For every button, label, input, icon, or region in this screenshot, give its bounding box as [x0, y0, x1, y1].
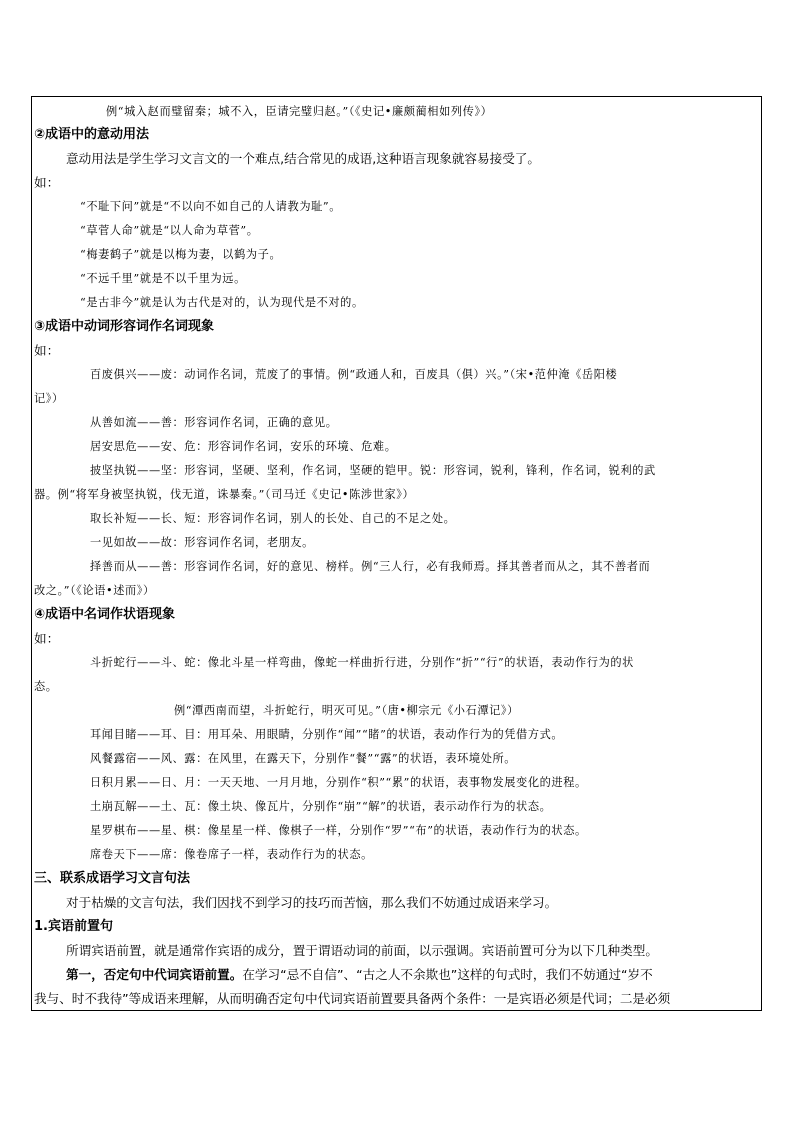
text-line: 所谓宾语前置，就是通常作宾语的成分，置于谓语动词的前面，以示强调。宾语前置可分为以下几种类型。 — [66, 943, 658, 958]
text-line: 如： — [34, 343, 60, 358]
text-line: 土崩瓦解——土、瓦：像土块、像瓦片，分别作“崩”“解”的状语，表示动作行为的状态。 — [90, 800, 552, 813]
text-line: 席卷天下——席：像卷席子一样，表动作行为的状态。 — [90, 848, 373, 861]
content-table-cell — [31, 96, 762, 1011]
section-heading: ③成语中动词形容词作名词现象 — [34, 319, 215, 334]
section-heading: ②成语中的意动用法 — [34, 127, 150, 142]
text-line: “草菅人命”就是“以人命为草菅”。 — [80, 224, 259, 237]
text-line: 取长补短——长、短：形容词作名词，别人的长处、自己的不足之处。 — [90, 512, 456, 525]
text-line: “梅妻鹤子”就是以梅为妻，以鹤为子。 — [80, 248, 282, 261]
text-line: 态。 — [34, 680, 58, 693]
text-run: 在学习“忌不自信”、“古之人不余欺也”这样的句式时，我们不妨通过“岁不 — [242, 967, 653, 982]
text-line: 如： — [34, 175, 60, 190]
text-line: 例“城入赵而璧留秦；城不入，臣请完璧归赵。”（《史记•廉颇蔺相如列传》） — [106, 105, 493, 118]
text-line: 器。例“将军身被坚执锐，伐无道，诛暴秦。”（司马迁《史记•陈涉世家》） — [34, 488, 415, 501]
text-line: 耳闻目睹——耳、目：用耳朵、用眼睛，分别作“闻”“睹”的状语，表动作行为的凭借方式。 — [90, 728, 564, 741]
text-line: “是古非今”就是认为古代是对的，认为现代是不对的。 — [80, 296, 364, 309]
text-line: 百废俱兴——废：动词作名词，荒废了的事情。例“政通人和，百废具（俱）兴。”（宋•范仲淹《岳阳楼 — [90, 368, 618, 381]
text-line: 星罗棋布——星、棋：像星星一样、像棋子一样，分别作“罗”“布”的状语，表动作行为的状态。 — [90, 824, 587, 837]
text-line: 从善如流——善：形容词作名词，正确的意见。 — [90, 416, 338, 429]
text-line: “不耻下问”就是“不以向不如自己的人请教为耻”。 — [80, 200, 342, 213]
text-line: 对于枯燥的文言句法，我们因找不到学习的技巧而苦恼，那么我们不妨通过成语来学习。 — [66, 895, 558, 910]
text-line: 日积月累——日、月：一天天地、一月月地，分别作“积”“累”的状语，表事物发展变化的进程。 — [90, 776, 587, 789]
text-line: “不远千里”就是不以千里为远。 — [80, 272, 246, 285]
text-line: 记》） — [34, 392, 64, 405]
text-line: 如： — [34, 631, 60, 646]
section-heading: ④成语中名词作状语现象 — [34, 607, 176, 622]
text-line: 斗折蛇行——斗、蛇：像北斗星一样弯曲，像蛇一样曲折行进，分别作“折”“行”的状语，表动作行为的状 — [90, 656, 634, 669]
text-line: 我与、时不我待”等成语来理解，从而明确否定句中代词宾语前置要具备两个条件：一是宾语必须是代词；二是必须 — [34, 991, 671, 1006]
text-line — [66, 967, 653, 983]
section-heading: 1.宾语前置句 — [34, 919, 113, 934]
text-line: 改之。”（《论语•述而》） — [34, 584, 155, 597]
text-line: 择善而从——善：形容词作名词，好的意见、榜样。例“三人行，必有我师焉。择其善者而从之，其不善者而 — [90, 560, 651, 573]
text-line: 例“潭西南而望，斗折蛇行，明灭可见。”（唐•柳宗元《小石潭记》） — [174, 704, 519, 717]
text-line: 居安思危——安、危：形容词作名词，安乐的环境、危难。 — [90, 440, 397, 453]
emphasized-phrase: 第一，否定句中代词宾语前置。 — [66, 967, 243, 982]
text-line: 风餐露宿——风、露：在风里，在露天下，分别作“餐”“露”的状语，表环境处所。 — [90, 752, 517, 765]
text-line: 一见如故——故：形容词作名词，老朋友。 — [90, 536, 314, 549]
text-line: 意动用法是学生学习文言文的一个难点,结合常见的成语,这种语言现象就容易接受了。 — [66, 151, 540, 166]
text-line: 披坚执锐——坚：形容词，坚硬、坚利，作名词，坚硬的铠甲。锐：形容词，锐利，锋利，作名词，锐利的武 — [90, 464, 656, 477]
section-heading: 三、联系成语学习文言句法 — [34, 871, 191, 886]
